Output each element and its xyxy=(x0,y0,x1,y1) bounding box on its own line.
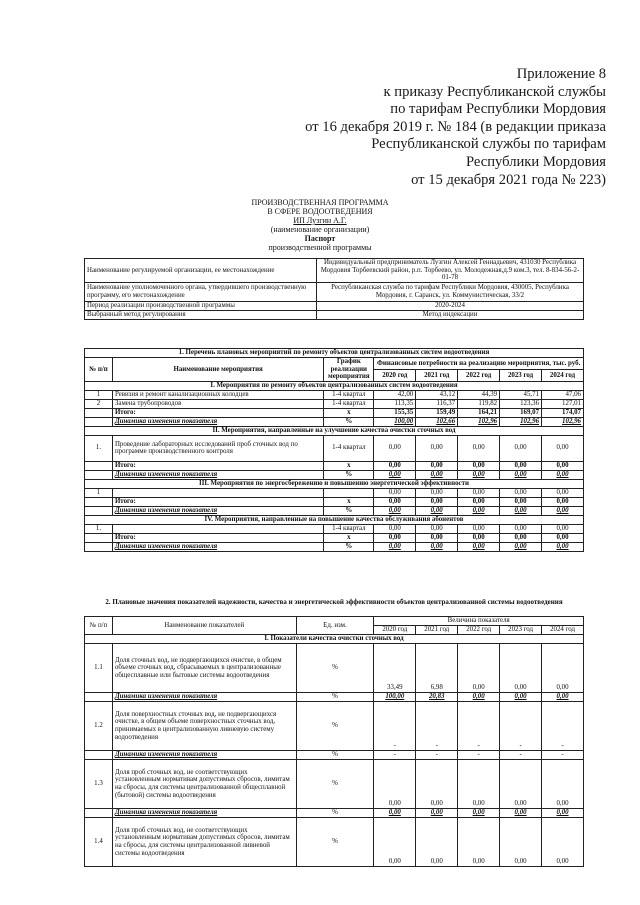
passport-subtitle: производственной программы xyxy=(268,243,372,252)
dynamics-unit: % xyxy=(296,751,374,760)
row-value: 116,37 xyxy=(416,399,458,408)
header-line: Республиканской службы по тарифам xyxy=(371,136,606,153)
order-header xyxy=(246,66,606,189)
year-header: 2020 год xyxy=(374,626,416,635)
row-value: 0,00 xyxy=(416,818,458,867)
row-value: 0,00 xyxy=(500,644,542,693)
row-value: 0,00 xyxy=(500,524,542,533)
year-header: 2022 год xyxy=(458,626,500,635)
dynamics-row xyxy=(85,417,584,426)
row-value: 0,00 xyxy=(458,760,500,809)
year-header: 2021 год xyxy=(416,626,458,635)
row-value: 0,00 xyxy=(500,818,542,867)
dynamics-value: 0,00 xyxy=(458,506,500,515)
row-value: 0,00 xyxy=(458,488,500,497)
repair-measures-table xyxy=(84,348,584,552)
dynamics-value: 0,00 xyxy=(500,506,542,515)
dynamics-value: 0,00 xyxy=(542,693,584,702)
col-header-unit: Ед. изм. xyxy=(296,617,374,635)
row-value: - xyxy=(416,702,458,751)
passport-value: Метод индексации xyxy=(317,310,584,319)
dynamics-label: Динамика изменения показателя xyxy=(112,542,323,551)
row-value: 127,01 xyxy=(542,399,584,408)
year-header: 2024 год xyxy=(542,369,584,381)
row-value: 33,49 xyxy=(374,644,416,693)
passport-table xyxy=(84,258,584,320)
row-value: 0,00 xyxy=(416,524,458,533)
dynamics-value: 0,00 xyxy=(458,693,500,702)
row-value: 47,06 xyxy=(542,390,584,399)
row-value: 119,82 xyxy=(458,399,500,408)
dynamics-row xyxy=(85,693,584,702)
organization-name: ИП Лузгин А.Г. xyxy=(293,216,347,225)
total-value: 0,00 xyxy=(374,461,416,470)
row-value: - xyxy=(458,702,500,751)
section-header: IV. Мероприятия, направленные на повышение качества обслуживания абонентов xyxy=(85,515,584,524)
row-value: 0,00 xyxy=(542,435,584,461)
passport-row xyxy=(85,259,584,283)
dynamics-value: 0,00 xyxy=(500,809,542,818)
total-value: 164,21 xyxy=(458,408,500,417)
dynamics-value: 0,00 xyxy=(458,809,500,818)
total-unit: х xyxy=(324,461,374,470)
dynamics-value: 0,00 xyxy=(542,809,584,818)
row-value: 0,00 xyxy=(374,760,416,809)
dynamics-value: - xyxy=(500,751,542,760)
row-num: 1 xyxy=(85,390,113,399)
row-value: 0,00 xyxy=(542,644,584,693)
row-value: 43,12 xyxy=(416,390,458,399)
total-value: 0,00 xyxy=(542,533,584,542)
dynamics-value: 0,00 xyxy=(374,470,416,479)
dynamics-value: 0,00 xyxy=(374,809,416,818)
row-value: 6,98 xyxy=(416,644,458,693)
total-label: Итого: xyxy=(112,497,323,506)
passport-row xyxy=(85,301,584,310)
total-row xyxy=(85,533,584,542)
dynamics-value: 0,00 xyxy=(374,506,416,515)
year-header: 2024 год xyxy=(542,626,584,635)
dynamics-unit: % xyxy=(324,470,374,479)
dynamics-value: 100,00 xyxy=(374,417,416,426)
dynamics-value: 102,66 xyxy=(416,417,458,426)
dynamics-value: 102,96 xyxy=(500,417,542,426)
total-value: 0,00 xyxy=(500,533,542,542)
total-value: 0,00 xyxy=(500,461,542,470)
row-name xyxy=(112,524,323,533)
total-unit: х xyxy=(324,497,374,506)
year-header: 2022 год xyxy=(458,369,500,381)
row-value: 0,00 xyxy=(458,644,500,693)
dynamics-value: 0,00 xyxy=(500,542,542,551)
row-name: Замена трубопроводов xyxy=(112,399,323,408)
row-value: 0,00 xyxy=(374,435,416,461)
dynamics-label: Динамика изменения показателя xyxy=(112,693,296,702)
row-value: 45,71 xyxy=(500,390,542,399)
total-value: 0,00 xyxy=(416,533,458,542)
table-title: 1. Перечень плановых мероприятий по ремонту объектов централизованных систем водоотведения xyxy=(85,349,584,358)
passport-label: Период реализации производственной программы xyxy=(85,301,317,310)
total-value: 0,00 xyxy=(374,497,416,506)
row-num: 2 xyxy=(85,399,113,408)
header-line: Приложение 8 xyxy=(516,66,606,82)
total-unit: х xyxy=(324,533,374,542)
dynamics-value: 0,00 xyxy=(416,470,458,479)
row-value: 0,00 xyxy=(374,488,416,497)
program-title-block xyxy=(0,198,640,252)
dynamics-row xyxy=(85,809,584,818)
section-header: I. Показатели качества очистки сточных вод xyxy=(85,635,584,644)
dynamics-row xyxy=(85,506,584,515)
total-value: 0,00 xyxy=(500,497,542,506)
row-num: 1.2 xyxy=(85,702,113,751)
total-value: 0,00 xyxy=(542,461,584,470)
header-line: от 16 декабря 2019 г. № 184 (в редакции приказа xyxy=(305,118,606,135)
row-value: - xyxy=(500,702,542,751)
passport-value: Индивидуальный предприниматель Лузгин Алексей Геннадьевич, 431030 Республика Мордовия Торбеевский район, р.п. Торбеево, ул. Молодежная,д.9 ком.3, тел. 8-834-56-2-01-78 xyxy=(317,259,584,283)
dynamics-value: 0,00 xyxy=(542,506,584,515)
passport-label: Выбранный метод регулирования xyxy=(85,310,317,319)
dynamics-unit: % xyxy=(324,542,374,551)
dynamics-value: 0,00 xyxy=(542,470,584,479)
indicators-table-title: 2. Плановые значения показателей надежности, качества и энергетической эффективности объектов централизованной системы водоотведения xyxy=(105,598,563,606)
total-value: 159,49 xyxy=(416,408,458,417)
dynamics-value: 0,00 xyxy=(416,809,458,818)
passport-value: Республиканская служба по тарифам Республики Мордовия, 430005, Республика Мордовия, г. Саранск, ул. Коммунистическая, 33/2 xyxy=(317,282,584,301)
col-header-num: № п/п xyxy=(85,617,113,635)
row-num: 1. xyxy=(85,524,113,533)
total-label: Итого: xyxy=(112,408,323,417)
header-line: Республики Мордовия xyxy=(465,153,606,170)
passport-row xyxy=(85,310,584,319)
header-line: от 15 декабря 2021 года № 223) xyxy=(411,171,606,188)
col-header-name: Наименование показателей xyxy=(112,617,296,635)
indicator-row xyxy=(85,702,584,751)
row-num: 1. xyxy=(85,435,113,461)
total-value: 0,00 xyxy=(542,497,584,506)
dynamics-value: 0,00 xyxy=(458,470,500,479)
row-name: Доля проб сточных вод, не соответствующих установленным нормативам допустимых сбросов, лимитам на сбросы, для системы централизованной общесплавной (бытовой) системы водоотведения xyxy=(112,760,296,809)
year-header: 2021 год xyxy=(416,369,458,381)
total-value: 174,07 xyxy=(542,408,584,417)
program-title: ПРОИЗВОДСТВЕННАЯ ПРОГРАММА xyxy=(251,198,389,207)
dynamics-value: - xyxy=(374,751,416,760)
indicator-row xyxy=(85,818,584,867)
total-value: 0,00 xyxy=(458,461,500,470)
dynamics-label: Динамика изменения показателя xyxy=(112,809,296,818)
passport-label: Наименование уполномоченного органа, утвердившего производственную программу, его местонахождение xyxy=(85,282,317,301)
program-subtitle: В СФЕРЕ ВОДООТВЕДЕНИЯ xyxy=(267,207,373,216)
row-value: 0,00 xyxy=(416,435,458,461)
row-unit: % xyxy=(296,760,374,809)
row-num: 1.4 xyxy=(85,818,113,867)
dynamics-value: 0,00 xyxy=(416,542,458,551)
row-num: 1 xyxy=(85,488,113,497)
row-value: 0,00 xyxy=(500,488,542,497)
total-value: 0,00 xyxy=(458,533,500,542)
organization-note: (наименование организации) xyxy=(270,225,370,234)
row-schedule: 1-4 квартал xyxy=(324,435,374,461)
year-header: 2023 год xyxy=(500,369,542,381)
dynamics-unit: % xyxy=(296,693,374,702)
dynamics-value: 102,96 xyxy=(542,417,584,426)
row-value: 0,00 xyxy=(542,760,584,809)
row-schedule: 1-4 квартал xyxy=(324,524,374,533)
total-value: 169,07 xyxy=(500,408,542,417)
dynamics-value: 102,96 xyxy=(458,417,500,426)
row-value: 0,00 xyxy=(416,760,458,809)
row-value: - xyxy=(542,702,584,751)
row-value: 0,00 xyxy=(374,524,416,533)
dynamics-label: Динамика изменения показателя xyxy=(112,751,296,760)
dynamics-value: 20,83 xyxy=(416,693,458,702)
dynamics-value: 0,00 xyxy=(458,542,500,551)
total-row xyxy=(85,461,584,470)
header-line: по тарифам Республики Мордовия xyxy=(390,101,606,118)
row-name: Доля проб сточных вод, не соответствующих установленным нормативам допустимых сбросов, лимитам на сбросы, для системы централизованной ливневой системы водоотведения xyxy=(112,818,296,867)
indicators-table xyxy=(84,616,584,867)
section-header: II. Мероприятия, направленные на улучшение качества очистки сточных вод xyxy=(85,426,584,435)
dynamics-value: 0,00 xyxy=(416,506,458,515)
dynamics-label: Динамика изменения показателя xyxy=(112,470,323,479)
row-unit: % xyxy=(296,644,374,693)
row-name: Доля сточных вод, не подвергающихся очистке, в общем объеме сточных вод, сбрасываемых в централизованные общесплавные или бытовые системы водоотведения xyxy=(112,644,296,693)
row-value: - xyxy=(374,702,416,751)
col-header-values: Величина показателя xyxy=(374,617,584,626)
row-schedule: 1-4 квартал xyxy=(324,390,374,399)
passport-title: Паспорт xyxy=(304,234,336,243)
total-unit: х xyxy=(324,408,374,417)
row-name xyxy=(112,488,323,497)
dynamics-value: - xyxy=(458,751,500,760)
row-num: 1.3 xyxy=(85,760,113,809)
total-value: 0,00 xyxy=(416,497,458,506)
dynamics-value: 0,00 xyxy=(542,542,584,551)
total-row xyxy=(85,497,584,506)
section-header: I. Мероприятия по ремонту объектов централизованных систем водоотведения xyxy=(85,381,584,390)
row-name: Ревизия и ремонт канализационных колодцев xyxy=(112,390,323,399)
total-value: 155,35 xyxy=(374,408,416,417)
dynamics-label: Динамика изменения показателя xyxy=(112,417,323,426)
passport-value: 2020-2024 xyxy=(317,301,584,310)
total-row xyxy=(85,408,584,417)
dynamics-value: 0,00 xyxy=(374,542,416,551)
dynamics-value: - xyxy=(542,751,584,760)
row-value: 0,00 xyxy=(542,818,584,867)
row-value: 113,35 xyxy=(374,399,416,408)
row-schedule: 1-4 квартал xyxy=(324,399,374,408)
row-name: Доля поверхностных сточных вод, не подвергающихся очистке, в общем объеме поверхностных сточных вод, принимаемых в централизованную ливневую систему водоотведения xyxy=(112,702,296,751)
dynamics-row xyxy=(85,542,584,551)
total-label: Итого: xyxy=(112,461,323,470)
indicator-row xyxy=(85,644,584,693)
dynamics-value: - xyxy=(416,751,458,760)
table-row xyxy=(85,435,584,461)
dynamics-value: 100,00 xyxy=(374,693,416,702)
indicator-row xyxy=(85,760,584,809)
row-value: 0,00 xyxy=(374,818,416,867)
row-name: Проведение лабораторных исследований проб сточных вод по программе производственного контроля xyxy=(112,435,323,461)
row-value: 44,39 xyxy=(458,390,500,399)
table-row xyxy=(85,524,584,533)
row-schedule xyxy=(324,488,374,497)
table-row xyxy=(85,488,584,497)
dynamics-unit: % xyxy=(324,417,374,426)
row-value: 0,00 xyxy=(542,488,584,497)
col-header-name: Наименование мероприятия xyxy=(112,358,323,382)
dynamics-unit: % xyxy=(296,809,374,818)
dynamics-unit: % xyxy=(324,506,374,515)
total-label: Итого: xyxy=(112,533,323,542)
passport-label: Наименование регулируемой организации, ее местонахождение xyxy=(85,259,317,283)
year-header: 2023 год xyxy=(500,626,542,635)
passport-row xyxy=(85,282,584,301)
dynamics-value: 0,00 xyxy=(500,693,542,702)
row-value: 0,00 xyxy=(542,524,584,533)
dynamics-label: Динамика изменения показателя xyxy=(112,506,323,515)
col-header-finance: Финансовые потребности на реализацию мероприятия, тыс. руб. xyxy=(374,358,584,370)
row-unit: % xyxy=(296,702,374,751)
row-value: 0,00 xyxy=(416,488,458,497)
row-num: 1.1 xyxy=(85,644,113,693)
table-row xyxy=(85,399,584,408)
row-value: 0,00 xyxy=(500,435,542,461)
row-value: 0,00 xyxy=(458,524,500,533)
row-value: 0,00 xyxy=(458,435,500,461)
section-header: III. Мероприятия по энергосбережению и повышению энергетической эффективности xyxy=(85,479,584,488)
row-value: 0,00 xyxy=(500,760,542,809)
dynamics-value: 0,00 xyxy=(500,470,542,479)
dynamics-row xyxy=(85,470,584,479)
year-header: 2020 год xyxy=(374,369,416,381)
total-value: 0,00 xyxy=(458,497,500,506)
row-unit: % xyxy=(296,818,374,867)
total-value: 0,00 xyxy=(374,533,416,542)
dynamics-row xyxy=(85,751,584,760)
col-header-num: № п/п xyxy=(85,358,113,382)
header-line: к приказу Республиканской службы xyxy=(383,83,606,100)
row-value: 123,36 xyxy=(500,399,542,408)
row-value: 0,00 xyxy=(458,818,500,867)
total-value: 0,00 xyxy=(416,461,458,470)
row-value: 42,00 xyxy=(374,390,416,399)
col-header-schedule: График реализации мероприятия xyxy=(324,358,374,382)
table-row xyxy=(85,390,584,399)
